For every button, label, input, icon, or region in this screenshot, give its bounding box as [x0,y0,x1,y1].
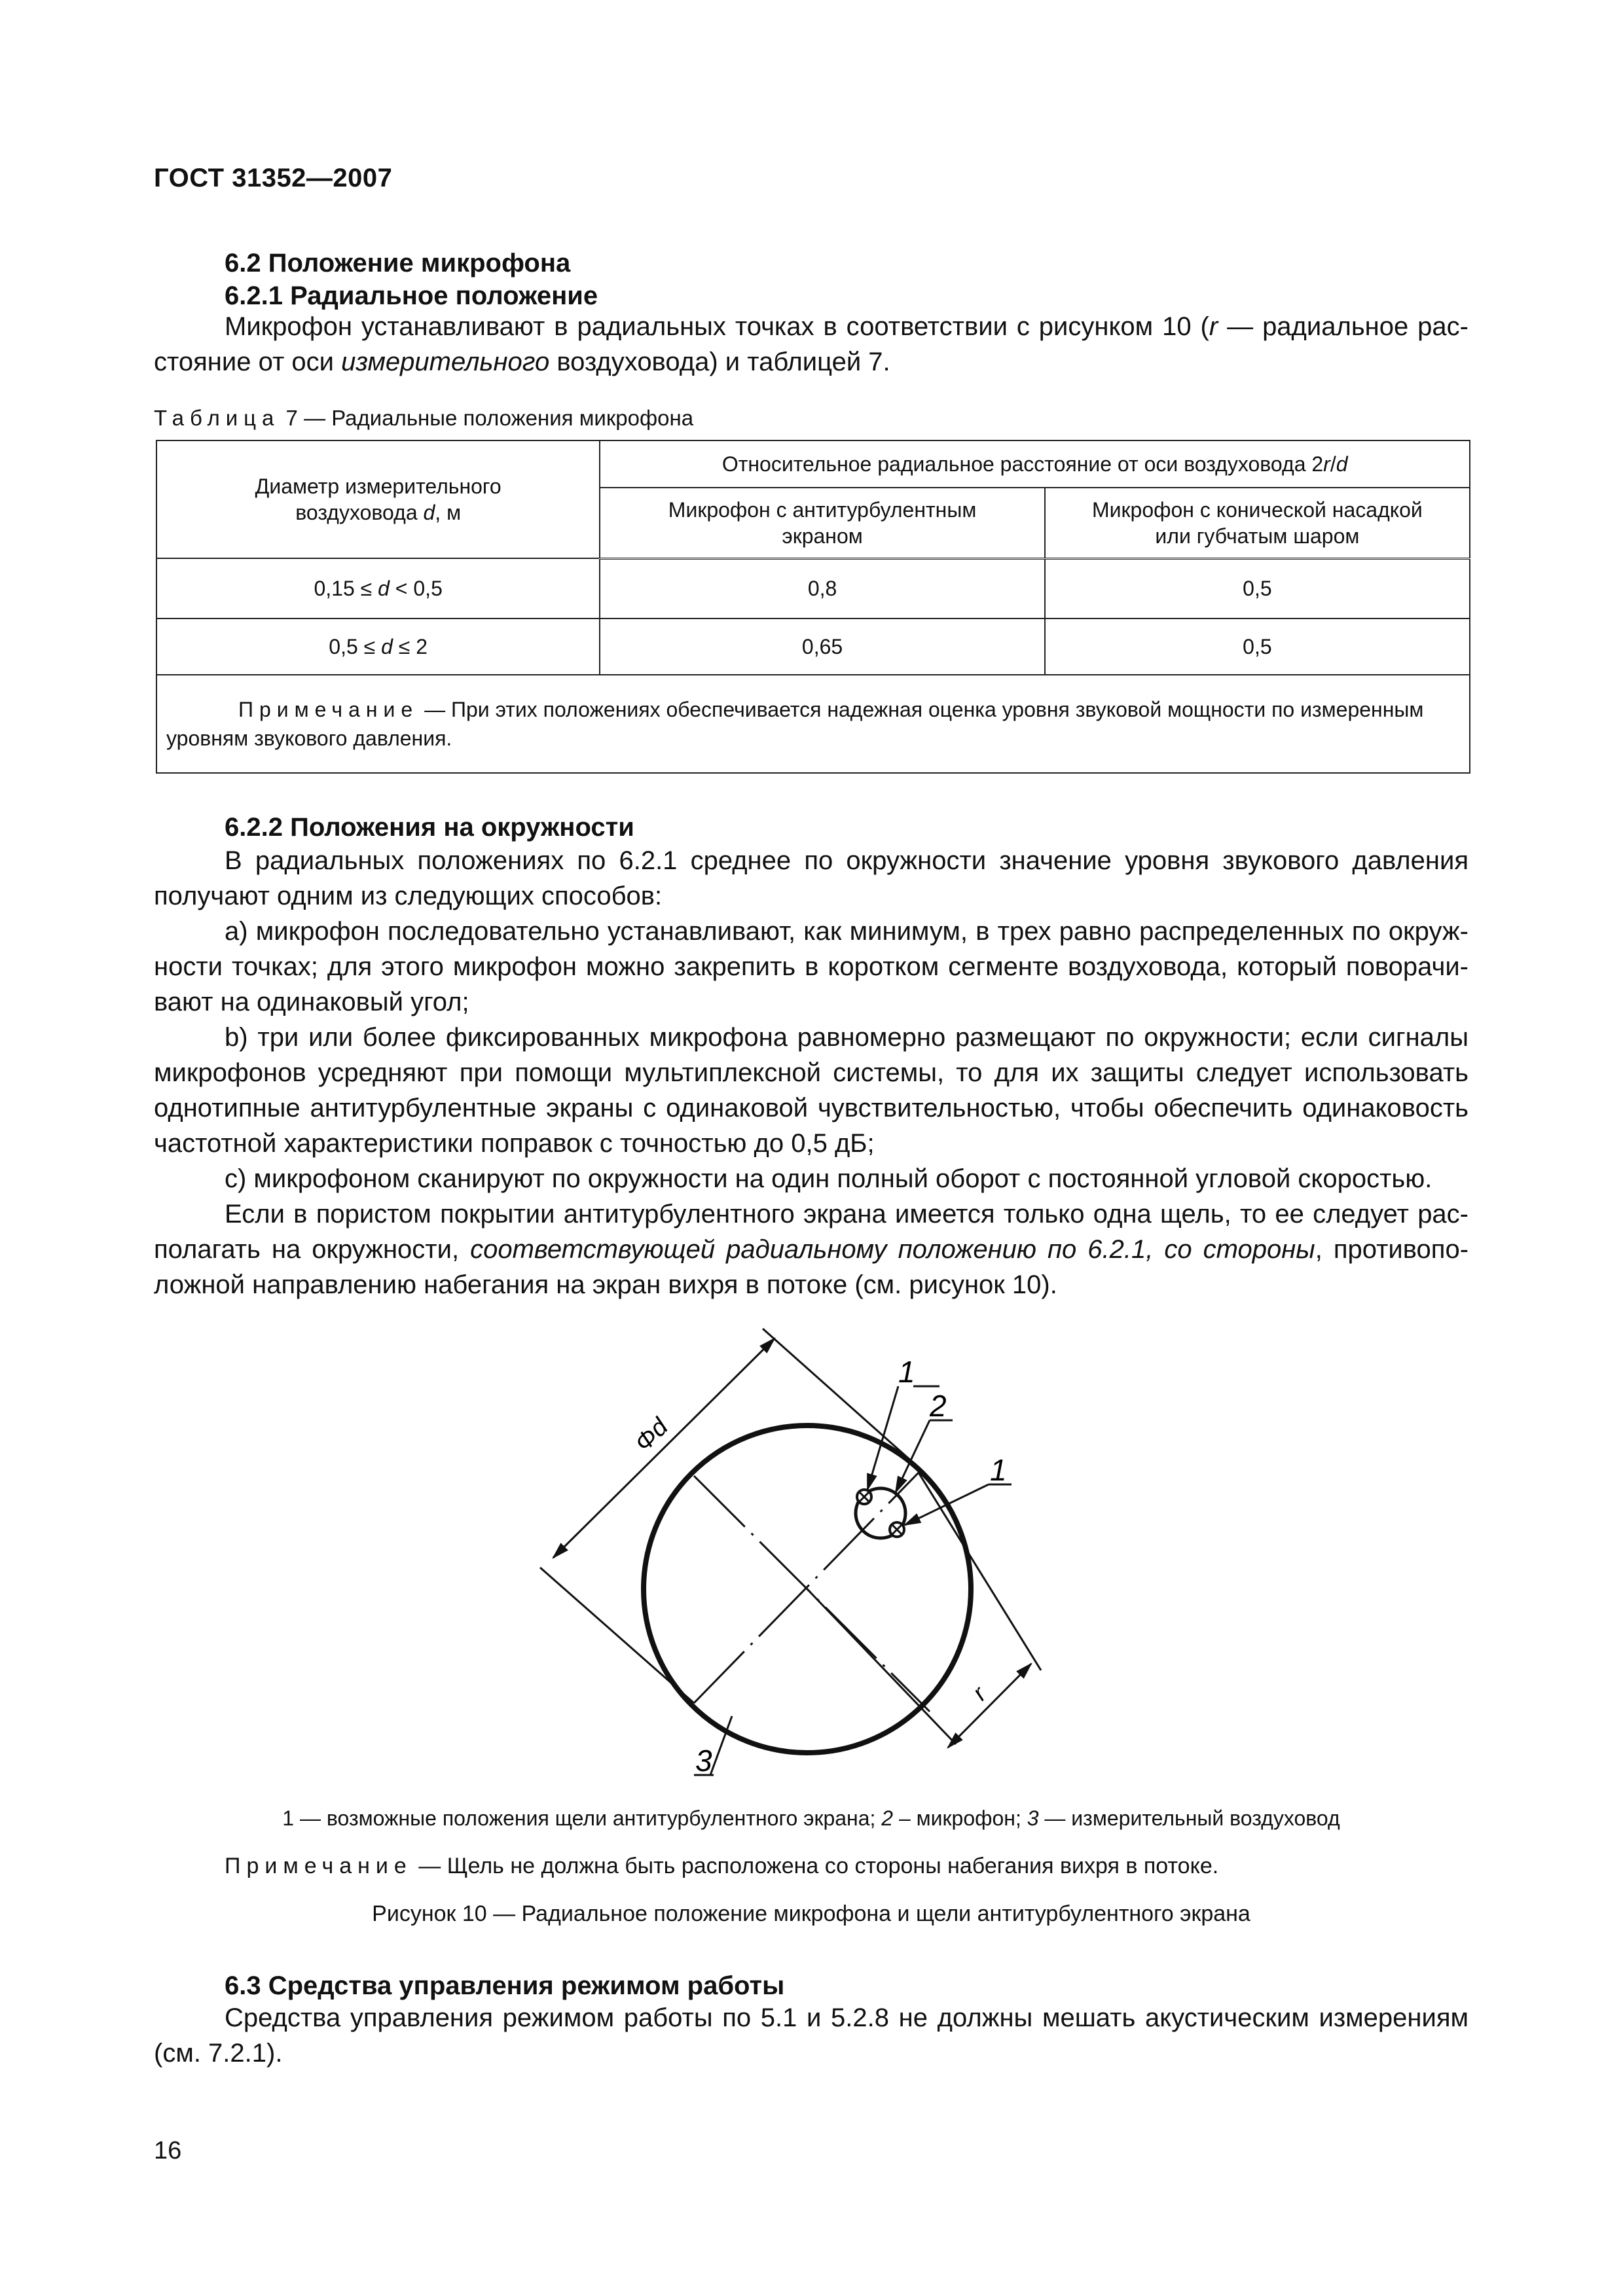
paragraph-6-3: Средства управления режимом работы по 5.1 и 5.2.8 не должны мешать акустическим измерениям (см. 7.2.1). [154,2003,1468,2068]
figure-label-2: 2 [930,1389,947,1423]
r-label: r [966,1681,992,1706]
figure-10-diagram [524,1309,1087,1780]
paragraph-item-c: с) микрофоном сканируют по окружности на один полный оборот с постоянной угловой скоростью. [225,1164,1432,1193]
r-extension-line-center [807,1589,956,1744]
table-cell: 0,5 [1045,619,1470,675]
figure-legend: 1 — возможные положения щели антитурбулентного экрана; 2 – микрофон; 3 — измерительный воздуховод [282,1806,1340,1830]
paragraph-item-a: а) микрофон последовательно устанавливают, как минимум, в трех равно распределенных по окруж-ности точках; для этого микрофон можно закрепить в коротком сегменте воздуховода, который поворачи-вают на одинаковый угол; [154,917,1468,1016]
table-cell: 0,5 [1045,558,1470,619]
paragraph-6-2-1: Микрофон устанавливают в радиальных точках в соответствии с рисунком 10 (r — радиальное рас-стояние от оси измерительного воздуховода) и таблицей 7. [154,312,1468,376]
extension-line-2 [540,1568,694,1703]
slot-marker-2 [890,1522,904,1537]
table-cell: 0,15 ≤ d < 0,5 [156,558,600,619]
slot-marker-1 [857,1490,871,1504]
table-cell: 0,65 [600,619,1044,675]
table-note: Примечание — При этих положениях обеспечивается надежная оценка уровня звуковой мощности по измеренным уровням звукового давления. [156,675,1470,773]
paragraph-slot: Если в пористом покрытии антитурбулентного экрана имеется только одна щель, то ее следует рас-полагать на окружности, соответствующей радиальному положению по 6.2.1, со стороны, противопо-ложной направлению набегания на экран вихря в потоке (см. рисунок 10). [154,1200,1469,1299]
subsection-heading-6-2-2: 6.2.2 Положения на окружности [225,813,634,842]
table-header-group: Относительное радиальное расстояние от оси воздуховода 2r/d [600,440,1470,488]
section-heading-6-2: 6.2 Положение микрофона [225,249,571,278]
table-cell: 0,5 ≤ d ≤ 2 [156,619,600,675]
extension-line-1 [763,1329,924,1473]
table-row [156,558,1470,619]
document-header: ГОСТ 31352—2007 [154,164,393,192]
table-header-screen: Микрофон с антитурбулентным экраном [600,488,1044,558]
table-header-diameter: Диаметр измерительного воздуховода d, м [156,440,600,558]
paragraph-item-b: b) три или более фиксированных микрофона равномерно размещают по окружности; если сигналы микрофонов усредняют при помощи мультиплексной системы, то для их защиты следует использовать однотипные антитурбулентные экраны с одинаковой чувствительностью, чтобы обеспечить одинаковость частотной характеристики поправок с точностью до 0,5 дБ; [154,1023,1468,1158]
paragraph: В радиальных положениях по 6.2.1 среднее по окружности значение уровня звукового давления получают одним из следующих способов: [154,846,1468,910]
section-6-2-2-body [154,843,1468,1302]
figure-label-1a: 1 [898,1355,915,1389]
table-caption: Таблица 7 — Радиальные положения микрофона [154,406,694,430]
table-row [156,619,1470,675]
page-number: 16 [154,2137,182,2164]
figure-label-1b: 1 [990,1453,1007,1487]
diameter-label: Φd [629,1413,674,1458]
figure-note: Примечание — Щель не должна быть расположена со стороны набегания вихря в потоке. [225,1854,1219,1878]
table-header-cone: Микрофон с конической насадкой или губчатым шаром [1045,488,1470,558]
r-dimension-line [948,1664,1031,1748]
diameter-dimension-line [553,1338,775,1558]
table-cell: 0,8 [600,558,1044,619]
centerline-2 [694,1473,919,1703]
figure-caption: Рисунок 10 — Радиальное положение микрофона и щели антитурбулентного экрана [372,1901,1250,1926]
subsection-heading-6-2-1: 6.2.1 Радиальное положение [225,281,598,310]
table-7 [156,440,1470,774]
figure-label-3: 3 [695,1744,712,1778]
section-heading-6-3: 6.3 Средства управления режимом работы [225,1971,785,2000]
r-extension-line [919,1473,1041,1670]
